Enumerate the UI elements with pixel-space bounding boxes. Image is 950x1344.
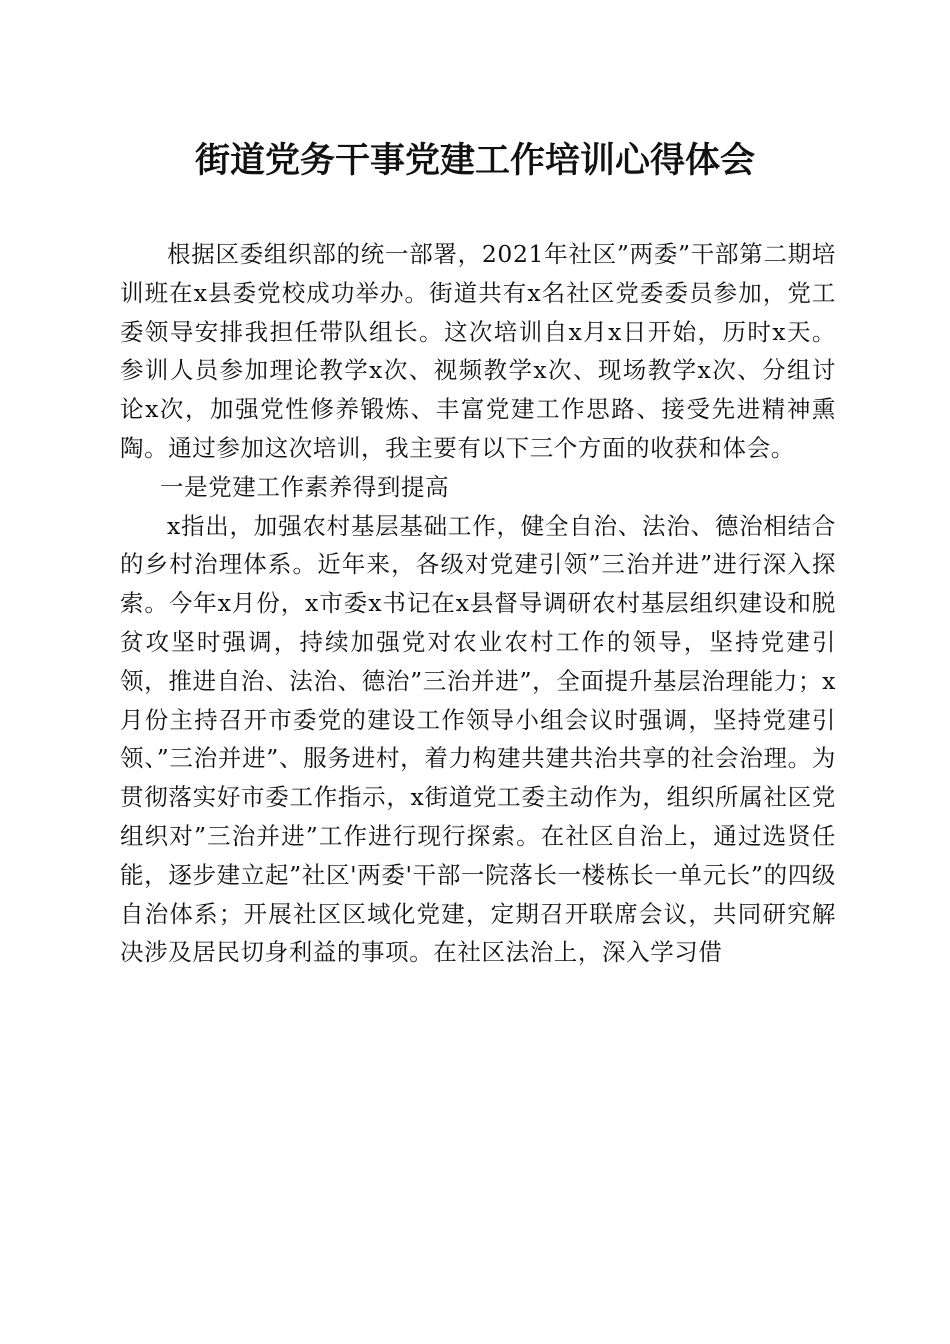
section-heading: 一是党建工作素养得到提高	[160, 472, 450, 501]
body-paragraph: x指出，加强农村基层基础工作，健全自治、法治、德治相结合的乡村治理体系。近年来，各级对党建引领”三治并进”进行深入探索。今年x月份，x市委x书记在x县督导调研农村基层组织建设和脱贫攻坚时强调，持续加强党对农业农村工作的领导，坚持党建引领，推进自治、法治、德治”三治并进”，全面提升基层治理能力；x月份主持召开市委党的建设工作领导小组会议时强调，坚持党建引领、”三治并进”、服务进村，着力构建共建共治共享的社会治理。为贯彻落实好市委工作指示，x街道党工委主动作为，组织所属社区党组织对”三治并进”工作进行现行探索。在社区自治上，通过选贤任能，逐步建立起”社区'两委'干部一院落长一楼栋长一单元长”的四级自治体系；开展社区区域化党建，定期召开联席会议，共同研究解决涉及居民切身利益的事项。在社区法治上，深入学习借	[120, 511, 836, 967]
document-body	[120, 235, 836, 972]
body-paragraph: 根据区委组织部的统一部署，2021年社区”两委”干部第二期培训班在x县委党校成功举办。街道共有x名社区党委委员参加，党工委领导安排我担任带队组长。这次培训自x月x日开始，历时x天。参训人员参加理论教学x次、视频教学x次、现场教学x次、分组讨论x次，加强党性修养锻炼、丰富党建工作思路、接受先进精神熏陶。通过参加这次培训，我主要有以下三个方面的收获和体会。	[120, 240, 836, 462]
document-title: 街道党务干事党建工作培训心得体会	[194, 140, 755, 181]
